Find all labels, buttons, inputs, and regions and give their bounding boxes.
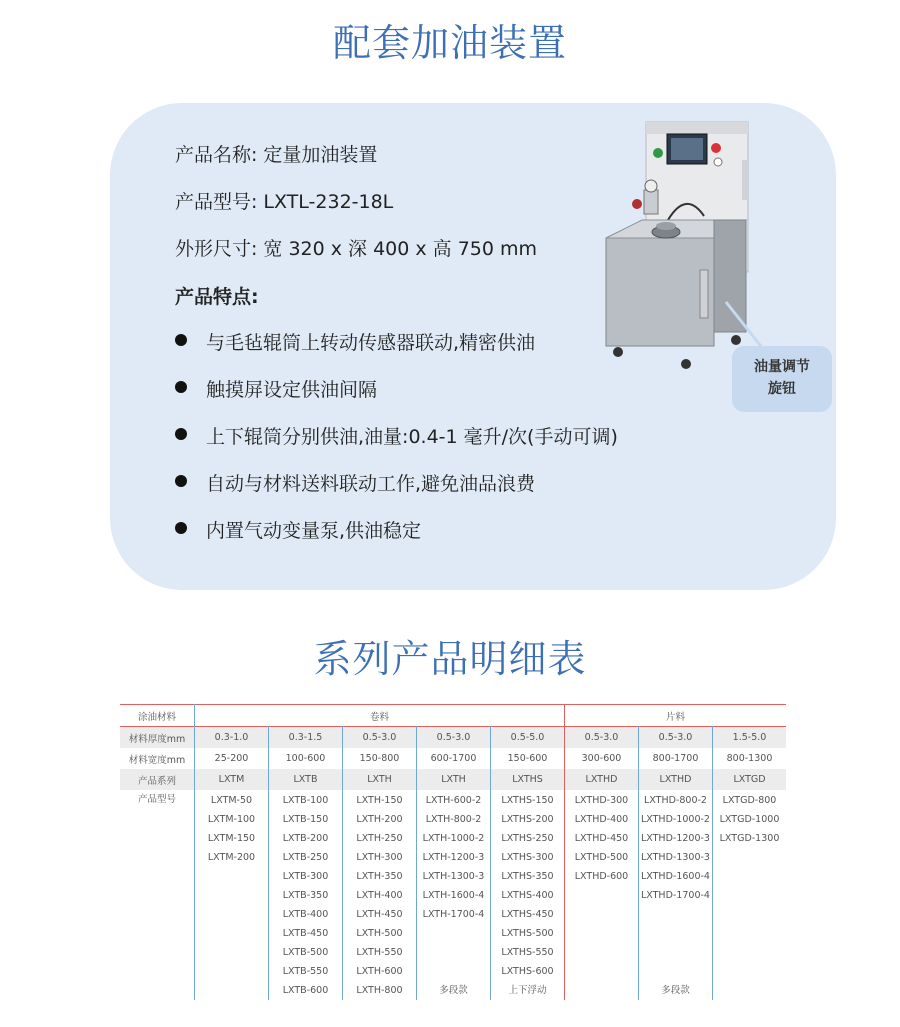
bullet-dot — [175, 475, 187, 487]
thickness-cell: 0.5-3.0 — [343, 727, 417, 749]
model-item: LXTHD-1700-4 — [641, 890, 710, 901]
model-item: LXTB-550 — [282, 966, 329, 977]
model-item: LXTH-450 — [356, 909, 403, 920]
model-item: LXTHS-400 — [501, 890, 554, 901]
row-label-models: 产品型号 — [120, 790, 195, 1000]
model-item: LXTHD-1000-2 — [641, 814, 710, 825]
models-cell — [195, 790, 269, 1000]
row-label-series: 产品系列 — [120, 769, 195, 790]
model-note: 上下浮动 — [508, 985, 547, 996]
model-item: LXTH-500 — [356, 928, 403, 939]
oiling-device-photo — [596, 120, 756, 380]
width-cell: 150-600 — [491, 748, 565, 769]
series-cell: LXTHD — [565, 769, 639, 790]
width-cell: 150-800 — [343, 748, 417, 769]
model-item: LXTH-1000-2 — [422, 833, 485, 844]
dimensions-value: 宽 320 x 深 400 x 高 750 mm — [263, 238, 538, 260]
model-item: LXTHD-1600-4 — [641, 871, 710, 882]
models-cell — [639, 790, 713, 1000]
model-item: LXTH-400 — [356, 890, 403, 901]
model-item: LXTB-200 — [282, 833, 329, 844]
model-item: LXTGD-1300 — [719, 833, 780, 844]
model-item: LXTB-100 — [282, 795, 329, 806]
model-item: LXTHD-1300-3 — [641, 852, 710, 863]
thickness-cell: 1.5-5.0 — [713, 727, 787, 749]
models-cell — [491, 790, 565, 1000]
width-cell: 600-1700 — [417, 748, 491, 769]
model-item: LXTH-350 — [356, 871, 403, 882]
models-cell — [713, 790, 787, 1000]
model-item: LXTH-800 — [356, 985, 403, 996]
width-cell: 100-600 — [269, 748, 343, 769]
model-item: LXTH-150 — [356, 795, 403, 806]
thickness-cell: 0.5-3.0 — [417, 727, 491, 749]
models-cell — [565, 790, 639, 1000]
models-cell — [343, 790, 417, 1000]
dimensions-label: 外形尺寸: — [175, 238, 258, 260]
model-item: LXTHS-450 — [501, 909, 554, 920]
row-label-thickness: 材料厚度mm — [120, 727, 195, 749]
row-label-width: 材料宽度mm — [120, 748, 195, 769]
product-model-line — [175, 187, 393, 214]
feature-item: 内置气动变量泵,供油稳定 — [206, 520, 422, 542]
group-header-sheet: 片料 — [665, 711, 685, 723]
model-item: LXTH-250 — [356, 833, 403, 844]
model-item: LXTHS-350 — [501, 871, 554, 882]
thickness-cell: 0.5-5.0 — [491, 727, 565, 749]
model-item: LXTB-450 — [282, 928, 329, 939]
model-item: LXTM-100 — [207, 814, 256, 825]
feature-item: 上下辊筒分别供油,油量:0.4-1 毫升/次(手动可调) — [206, 426, 618, 448]
thickness-cell: 0.5-3.0 — [565, 727, 639, 749]
model-item: LXTH-550 — [356, 947, 403, 958]
model-item: LXTHS-300 — [501, 852, 554, 863]
model-item: LXTHS-150 — [501, 795, 554, 806]
model-item: LXTB-400 — [282, 909, 329, 920]
bullet-dot — [175, 334, 187, 346]
model-item: LXTB-150 — [282, 814, 329, 825]
model-item: LXTB-350 — [282, 890, 329, 901]
model-item: LXTM-200 — [207, 852, 256, 863]
series-spec-table — [120, 704, 786, 1000]
callout-line1: 油量调节 — [754, 359, 810, 375]
series-cell: LXTHD — [639, 769, 713, 790]
bullet-dot — [175, 428, 187, 440]
model-item: LXTH-1600-4 — [422, 890, 485, 901]
section-title-oiling-device: 配套加油装置 — [332, 21, 567, 65]
model-item: LXTHD-450 — [574, 833, 629, 844]
model-item: LXTB-250 — [282, 852, 329, 863]
models-cell — [269, 790, 343, 1000]
model-item: LXTM-150 — [207, 833, 256, 844]
model-item: LXTHD-1200-3 — [641, 833, 710, 844]
callout-line2: 旋钮 — [768, 381, 796, 397]
model-item: LXTHS-500 — [501, 928, 554, 939]
feature-item: 与毛毡辊筒上转动传感器联动,精密供油 — [206, 332, 536, 354]
model-item: LXTH-1200-3 — [422, 852, 485, 863]
adjust-knob-callout — [732, 346, 832, 412]
model-item: LXTH-300 — [356, 852, 403, 863]
bullet-dot — [175, 381, 187, 393]
width-cell: 800-1300 — [726, 753, 773, 764]
series-cell: LXTHS — [491, 769, 565, 790]
model-item: LXTHD-300 — [574, 795, 629, 806]
model-item: LXTB-600 — [282, 985, 329, 996]
model-note: 多段款 — [661, 985, 690, 996]
model-item: LXTGD-1000 — [719, 814, 780, 825]
model-item: LXTHD-400 — [574, 814, 629, 825]
section-title-series-table: 系列产品明细表 — [313, 637, 587, 681]
product-model-label: 产品型号: — [175, 191, 258, 213]
series-cell: LXTB — [269, 769, 343, 790]
model-item: LXTH-1700-4 — [422, 909, 485, 920]
model-item: LXTH-600 — [356, 966, 403, 977]
product-name-line — [175, 140, 377, 167]
model-item: LXTHD-600 — [574, 871, 629, 882]
model-item: LXTH-200 — [356, 814, 403, 825]
series-cell: LXTM — [195, 769, 269, 790]
series-cell: LXTH — [343, 769, 417, 790]
thickness-cell: 0.3-1.5 — [269, 727, 343, 749]
series-cell: LXTGD — [713, 769, 787, 790]
dimensions-line — [175, 234, 537, 261]
product-name-value: 定量加油装置 — [263, 144, 378, 166]
model-item: LXTM-50 — [210, 795, 253, 806]
features-title: 产品特点: — [175, 286, 259, 308]
feature-item: 触摸屏设定供油间隔 — [206, 379, 378, 401]
row-label-material: 涂油材料 — [120, 705, 195, 727]
thickness-cell: 0.3-1.0 — [195, 727, 269, 749]
model-item: LXTH-1300-3 — [422, 871, 485, 882]
product-model-value: LXTL-232-18L — [263, 191, 394, 213]
model-note: 多段款 — [439, 985, 468, 996]
model-item: LXTB-300 — [282, 871, 329, 882]
model-item: LXTGD-800 — [722, 795, 777, 806]
model-item: LXTH-600-2 — [425, 795, 482, 806]
width-cell: 800-1700 — [639, 748, 713, 769]
bullet-dot — [175, 522, 187, 534]
model-item: LXTHS-200 — [501, 814, 554, 825]
model-item: LXTHS-550 — [501, 947, 554, 958]
width-cell: 300-600 — [565, 748, 639, 769]
thickness-cell: 0.5-3.0 — [639, 727, 713, 749]
models-cell — [417, 790, 491, 1000]
series-cell: LXTH — [417, 769, 491, 790]
model-item: LXTHS-250 — [501, 833, 554, 844]
model-item: LXTHD-800-2 — [644, 795, 707, 806]
model-item: LXTH-800-2 — [425, 814, 482, 825]
width-cell: 25-200 — [195, 748, 269, 769]
feature-item: 自动与材料送料联动工作,避免油品浪费 — [206, 473, 536, 495]
product-name-label: 产品名称: — [175, 144, 258, 166]
model-item: LXTHS-600 — [501, 966, 554, 977]
model-item: LXTHD-500 — [574, 852, 629, 863]
model-item: LXTB-500 — [282, 947, 329, 958]
group-header-coil: 卷料 — [195, 705, 565, 727]
